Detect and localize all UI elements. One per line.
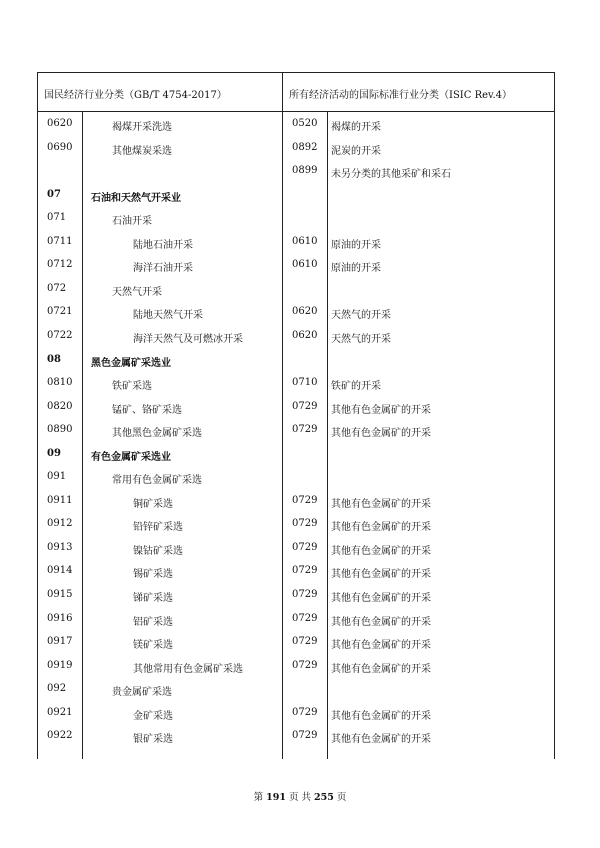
isic-code: 0620 <box>292 329 318 341</box>
isic-name: 褐煤的开采 <box>331 122 381 133</box>
isic-name: 其他有色金属矿的开采 <box>331 663 431 675</box>
isic-name: 其他有色金属矿的开采 <box>331 498 431 510</box>
gbt-name: 锡矿采选 <box>133 569 173 581</box>
isic-code: 0520 <box>292 118 318 129</box>
isic-name: 其他有色金属矿的开采 <box>331 734 431 746</box>
gbt-name: 银矿采选 <box>133 734 173 746</box>
table-row <box>38 160 554 184</box>
table-row <box>38 560 554 584</box>
table-row <box>38 254 554 278</box>
isic-name: 天然气的开采 <box>331 333 391 345</box>
gbt-name: 其他煤炭采选 <box>112 145 172 157</box>
isic-code: 0620 <box>292 306 318 318</box>
gbt-name: 常用有色金属矿采选 <box>112 475 202 487</box>
isic-code: 0899 <box>292 165 318 177</box>
isic-code: 0610 <box>292 235 318 247</box>
gbt-name: 镁矿采选 <box>133 640 173 652</box>
isic-code: 0729 <box>292 636 318 648</box>
footer-suffix: 页 <box>336 792 347 803</box>
isic-name: 其他有色金属矿的开采 <box>331 640 431 652</box>
gbt-name: 黑色金属矿采选业 <box>91 357 171 369</box>
gbt-code: 0914 <box>47 565 73 577</box>
table-row <box>38 443 554 467</box>
footer-prefix: 第 <box>253 792 264 803</box>
table-row <box>38 231 554 255</box>
isic-code: 0729 <box>292 589 318 600</box>
gbt-name: 金矿采选 <box>133 710 173 722</box>
table-row <box>38 513 554 537</box>
isic-name: 其他有色金属矿的开采 <box>331 428 431 440</box>
table-row <box>38 725 554 749</box>
isic-code: 0610 <box>292 259 318 271</box>
table-row <box>38 372 554 396</box>
isic-code: 0729 <box>292 518 318 530</box>
isic-name: 未另分类的其他采矿和采石 <box>331 169 451 181</box>
isic-name: 其他有色金属矿的开采 <box>331 404 431 416</box>
page-footer <box>0 789 600 803</box>
gbt-name: 褐煤开采洗选 <box>112 122 172 133</box>
gbt-code: 08 <box>47 353 61 365</box>
isic-name: 其他有色金属矿的开采 <box>331 569 431 581</box>
gbt-name: 陆地石油开采 <box>133 239 193 251</box>
table-row <box>38 349 554 373</box>
gbt-code: 0917 <box>47 636 73 648</box>
gbt-name: 铁矿采选 <box>112 381 152 393</box>
gbt-code: 092 <box>47 683 67 695</box>
table-row <box>38 608 554 632</box>
gbt-name: 其他常用有色金属矿采选 <box>133 663 243 675</box>
page-total: 255 <box>314 792 334 803</box>
isic-name: 其他有色金属矿的开采 <box>331 522 431 534</box>
isic-code: 0892 <box>292 141 318 153</box>
isic-code: 0729 <box>292 494 318 506</box>
table-row <box>38 678 554 702</box>
gbt-name: 镍钴矿采选 <box>133 545 183 557</box>
isic-code: 0729 <box>292 400 318 412</box>
table-row <box>38 301 554 325</box>
isic-name: 其他有色金属矿的开采 <box>331 710 431 722</box>
isic-code: 0729 <box>292 706 318 718</box>
gbt-name: 其他黑色金属矿采选 <box>112 428 202 440</box>
gbt-code: 07 <box>47 188 61 200</box>
gbt-code: 0810 <box>47 377 73 389</box>
gbt-code: 091 <box>47 471 67 483</box>
isic-name: 铁矿的开采 <box>331 381 381 393</box>
table-header <box>38 73 554 112</box>
gbt-code: 0721 <box>47 306 73 318</box>
gbt-code: 0916 <box>47 612 73 624</box>
gbt-code: 0912 <box>47 518 73 530</box>
isic-code: 0729 <box>292 424 318 436</box>
gbt-name: 锑矿采选 <box>133 593 173 604</box>
isic-name: 泥炭的开采 <box>331 145 381 157</box>
gbt-code: 0820 <box>47 400 73 412</box>
gbt-code: 0712 <box>47 259 73 271</box>
isic-name: 其他有色金属矿的开采 <box>331 616 431 628</box>
isic-name: 天然气的开采 <box>331 310 391 322</box>
classification-table <box>37 72 555 759</box>
isic-code: 0729 <box>292 659 318 671</box>
gbt-name: 有色金属矿采选业 <box>91 451 171 463</box>
isic-name: 原油的开采 <box>331 239 381 251</box>
gbt-code: 071 <box>47 212 67 224</box>
gbt-name: 铅锌矿采选 <box>133 522 183 534</box>
table-row <box>38 278 554 302</box>
table-row <box>38 396 554 420</box>
table-row <box>38 137 554 161</box>
gbt-code: 0915 <box>47 589 73 600</box>
gbt-name: 铜矿采选 <box>133 498 173 510</box>
isic-code: 0729 <box>292 612 318 624</box>
table-row <box>38 631 554 655</box>
table-row <box>38 113 554 137</box>
gbt-name: 石油和天然气开采业 <box>91 192 181 204</box>
gbt-code: 0911 <box>47 494 73 506</box>
gbt-code: 0690 <box>47 141 73 153</box>
gbt-code: 0890 <box>47 424 73 436</box>
isic-code: 0729 <box>292 565 318 577</box>
table-row <box>38 184 554 208</box>
table-row <box>38 419 554 443</box>
gbt-code: 0620 <box>47 118 73 129</box>
gbt-name: 天然气开采 <box>112 286 162 298</box>
gbt-code: 09 <box>47 447 61 459</box>
header-isic: 所有经济活动的国际标准行业分类（ISIC Rev.4） <box>289 90 513 101</box>
isic-code: 0729 <box>292 730 318 742</box>
table-row <box>38 207 554 231</box>
table-row <box>38 490 554 514</box>
table-row <box>38 655 554 679</box>
page-number: 191 <box>266 792 286 803</box>
gbt-code: 0722 <box>47 329 73 341</box>
isic-name: 原油的开采 <box>331 263 381 275</box>
gbt-code: 0711 <box>47 235 73 247</box>
gbt-name: 陆地天然气开采 <box>133 310 203 322</box>
table-row <box>38 466 554 490</box>
header-gbt: 国民经济行业分类（GB/T 4754-2017） <box>44 90 227 101</box>
footer-middle: 页 共 <box>288 792 312 803</box>
isic-code: 0729 <box>292 541 318 553</box>
gbt-code: 072 <box>47 282 67 294</box>
gbt-name: 铝矿采选 <box>133 616 173 628</box>
table-row <box>38 537 554 561</box>
gbt-code: 0922 <box>47 730 73 742</box>
gbt-name: 石油开采 <box>112 216 152 228</box>
table-row <box>38 325 554 349</box>
gbt-name: 锰矿、铬矿采选 <box>112 404 182 416</box>
gbt-name: 贵金属矿采选 <box>112 687 172 699</box>
gbt-name: 海洋天然气及可燃冰开采 <box>133 333 243 345</box>
table-row <box>38 584 554 608</box>
table-row <box>38 702 554 726</box>
gbt-name: 海洋石油开采 <box>133 263 193 275</box>
gbt-code: 0921 <box>47 706 73 718</box>
isic-code: 0710 <box>292 377 318 389</box>
isic-name: 其他有色金属矿的开采 <box>331 545 431 557</box>
gbt-code: 0913 <box>47 541 73 553</box>
isic-name: 其他有色金属矿的开采 <box>331 593 431 604</box>
gbt-code: 0919 <box>47 659 73 671</box>
